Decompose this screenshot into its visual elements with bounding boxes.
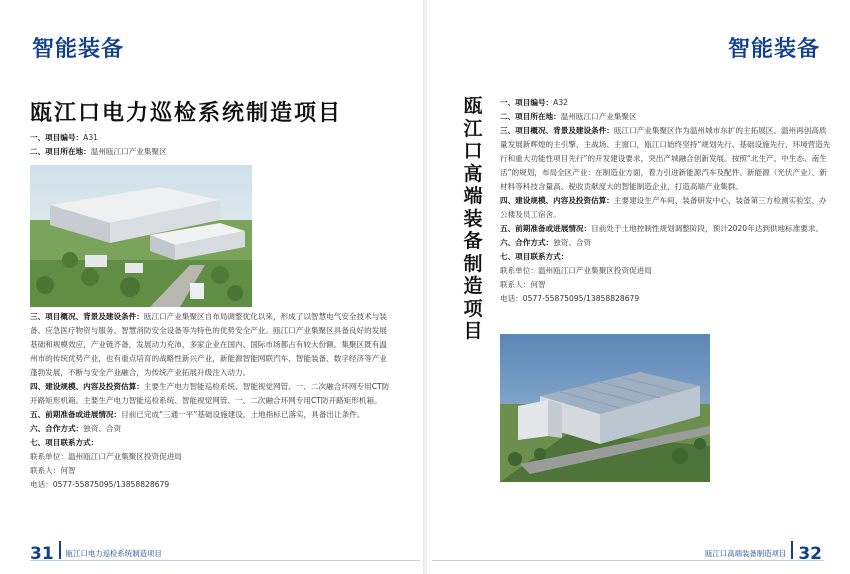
- footer-title: 瓯江口高端装备制造项目: [705, 549, 787, 558]
- item-overview: 三、项目概况、背景及建设条件：瓯江口产业集聚区自布局调整优化以来，形成了以智慧电气安全技术与装备、应急医疗物资与服务、智慧消防安全设备等为特色的优势安全产业。瓯江口产业集聚区具备良好的发展基础和规模效应，产业链齐备，发展动力充沛，多家企业在国内、国际市场都占有较大份额。集聚区既有温州市的传统优势产业，也有重点培育的战略性新兴产业，新能源智能网联汽车、智能装备、数字经济等产业蓬勃发展，不断与安全产业融合，为传统产业拓展升级注入动力。: [30, 312, 387, 377]
- project-details: [500, 96, 832, 306]
- left-page: [0, 0, 424, 574]
- item-project-number: 一、项目编号：A32: [500, 98, 569, 107]
- factory-rendering-photo: [500, 334, 710, 482]
- section-header: 智能装备: [727, 37, 820, 62]
- item-contact-header: 七、项目联系方式：: [30, 438, 99, 447]
- contact-unit: 联系单位：温州瓯江口产业集聚区投资促进局: [500, 266, 652, 275]
- contact-unit: 联系单位：温州瓯江口产业集聚区投资促进局: [30, 452, 182, 461]
- project-details: [30, 310, 390, 492]
- factory-aerial-photo: [30, 165, 252, 307]
- item-contact-header: 七、项目联系方式：: [500, 252, 569, 261]
- item-project-location: 二、项目所在地：温州瓯江口产业集聚区: [500, 112, 637, 121]
- page-number: 32: [798, 544, 822, 564]
- contact-phone: 电话：0577-55875095/13858828679: [30, 480, 170, 489]
- project-title: 瓯江口电力巡检系统制造项目: [30, 101, 343, 126]
- item-overview: 三、项目概况、背景及建设条件：瓯江口产业集聚区作为温州城市东扩的主拓展区、温州再创高质量发展新辉煌的主引擎、主战场、主窗口，瓯江口始终坚持“规划先行、基础设施先行、环境营造先行和重大功能性项目先行”的开发建设要求，突出产城融合创新发展。按照“北生产、中生态、南生活”的规划，布局全区产业：在制造业方面，着力引进新能源汽车及配件、新能源（光伏产业）、新材料等科技含量高、税收贡献度大的智能制造企业，打造高端产业集群。: [500, 126, 831, 191]
- contact-phone: 电话：0577-55875095/13858828679: [500, 294, 640, 303]
- item-progress: 五、前期准备或进展情况：目前已完成“三通一平”基础设施建设，土地指标已落实，具备出让条件。: [30, 410, 365, 419]
- item-project-location: 二、项目所在地：温州瓯江口产业集聚区: [30, 147, 167, 156]
- item-scale: 四、建设规模、内容及投资估算：主要建设生产车间、装备研发中心、装备第三方检测实验室、办公楼及员工宿舍。: [500, 196, 827, 219]
- page-number: 31: [30, 544, 54, 564]
- footer-title: 瓯江口电力巡检系统制造项目: [65, 549, 162, 558]
- section-header: 智能装备: [32, 37, 125, 62]
- item-progress: 五、前期准备或进展情况：目前处于土地控制性规划调整阶段，预计2020年达到供地标准要求。: [500, 224, 824, 233]
- item-project-number: 一、项目编号：A31: [30, 133, 99, 142]
- page-footer: [30, 536, 162, 564]
- right-page: [426, 0, 850, 574]
- footer-divider: [791, 541, 793, 559]
- item-cooperation: 六、合作方式：独资、合资: [500, 238, 592, 247]
- contact-person: 联系人：何智: [500, 280, 546, 289]
- item-cooperation: 六、合作方式：独资、合资: [30, 424, 122, 433]
- page-footer: [705, 536, 822, 564]
- contact-person: 联系人：何智: [30, 466, 76, 475]
- project-basic-info: [30, 131, 410, 159]
- footer-divider: [59, 541, 61, 559]
- project-title-vertical: 瓯 江 口 高 端 装 备 制 造 项 目: [463, 95, 483, 342]
- item-scale: 四、建设规模、内容及投资估算：主要生产电力智能巡检系统、智能视觉网管、一、二次融合环网专用CT防开路矩形机箱。主要生产电力智能巡检系统、智能视觉网管、一、二次融合环网专用CT防开路矩形机箱。: [30, 382, 390, 405]
